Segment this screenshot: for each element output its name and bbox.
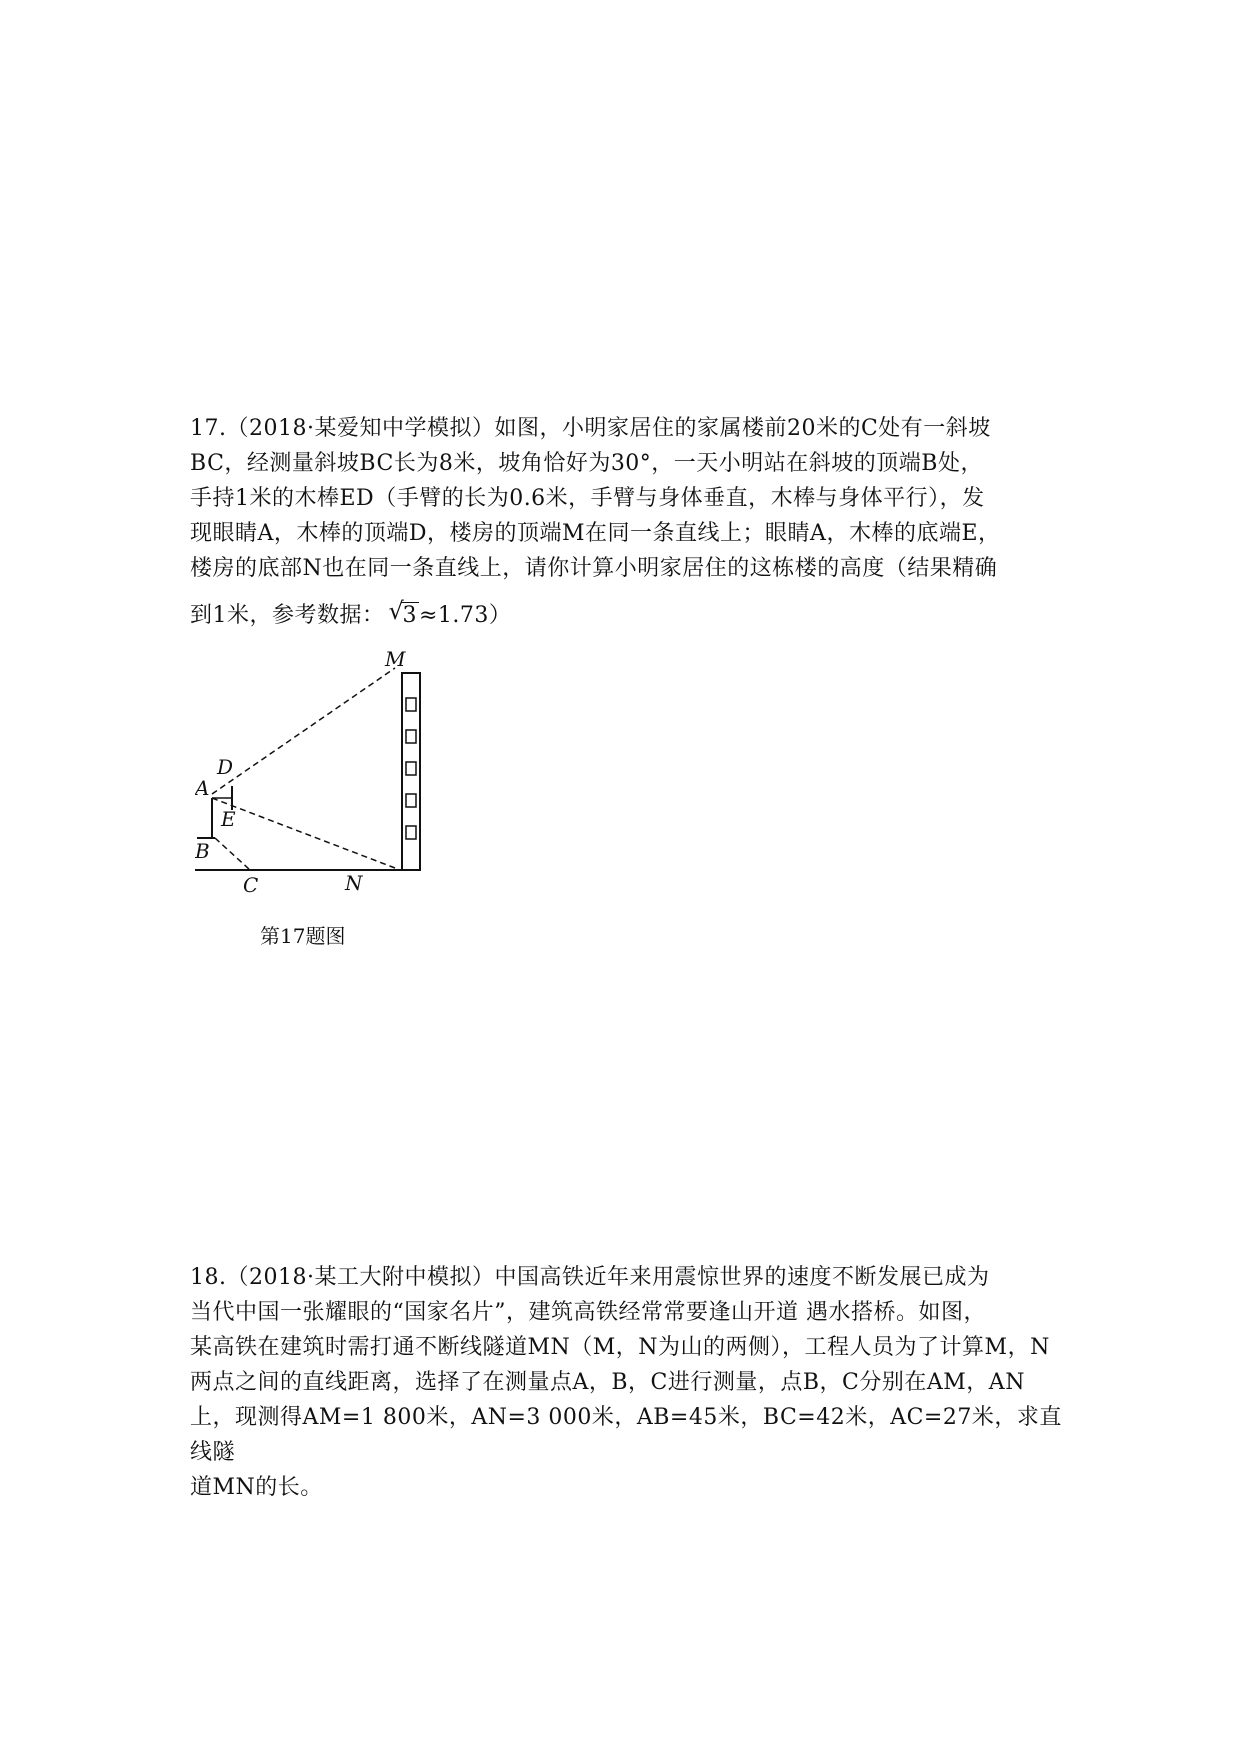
label-a: A [195,776,210,800]
problem-17-line-5: 楼房的底部N也在同一条直线上，请你计算小明家居住的这栋楼的高度（结果精确 [190,556,998,581]
problem-18-line-4: 两点之间的直线距离，选择了在测量点A，B，C进行测量，点B，C分别在AM，AN [190,1370,1025,1395]
sqrt-expression [389,598,420,633]
problem-17-line-6 [190,598,1070,633]
problem-18 [190,1260,1070,1505]
problem-17-line-6-pre: 到1米，参考数据： [190,603,385,628]
label-m: M [385,648,406,671]
problem-18-line-5: 上，现测得AM=1 800米，AN=3 000米，AB=45米，BC=42米，AC=27米，求直线隧 [190,1405,1062,1465]
label-c: C [243,873,259,897]
building [402,673,420,870]
problem-18-line-2: 当代中国一张耀眼的“国家名片”，建筑高铁经常常要逢山开道 遇水搭桥。如图， [190,1300,986,1325]
sqrt-radicand: 3 [402,603,417,628]
problem-17-line-1: 17.（2018·某爱知中学模拟）如图，小明家居住的家属楼前20米的C处有一斜坡 [190,416,991,441]
label-d: D [217,755,234,779]
problem-18-line-6: 道MN的长。 [190,1475,323,1500]
problem-18-line-1: 18.（2018·某工大附中模拟）中国高铁近年来用震惊世界的速度不断发展已成为 [190,1265,990,1290]
problem-17-line-6-post: ≈1.73） [419,603,512,628]
problem-18-line-3: 某高铁在建筑时需打通不断线隧道MN（M，N为山的两侧），工程人员为了计算M，N [190,1335,1050,1360]
figure-17-caption: 第17题图 [260,924,346,948]
figure-17-diagram [195,648,445,948]
radical-sign-icon: √ [388,597,405,625]
problem-17-line-4: 现眼睛A，木棒的顶端D，楼房的顶端M在同一条直线上；眼睛A，木棒的底端E， [190,521,1001,546]
sightline-a-m [212,668,395,794]
label-e: E [221,807,236,831]
label-n: N [345,871,363,895]
problem-17-line-2: BC，经测量斜坡BC长为8米，坡角恰好为30°，一天小明站在斜坡的顶端B处， [190,451,983,476]
label-b: B [195,839,210,863]
slope-bc [215,838,250,870]
problem-17-line-3: 手持1米的木棒ED（手臂的长为0.6米，手臂与身体垂直，木棒与身体平行），发 [190,486,985,511]
sightline-a-n [212,798,395,868]
problem-17 [190,411,1070,633]
